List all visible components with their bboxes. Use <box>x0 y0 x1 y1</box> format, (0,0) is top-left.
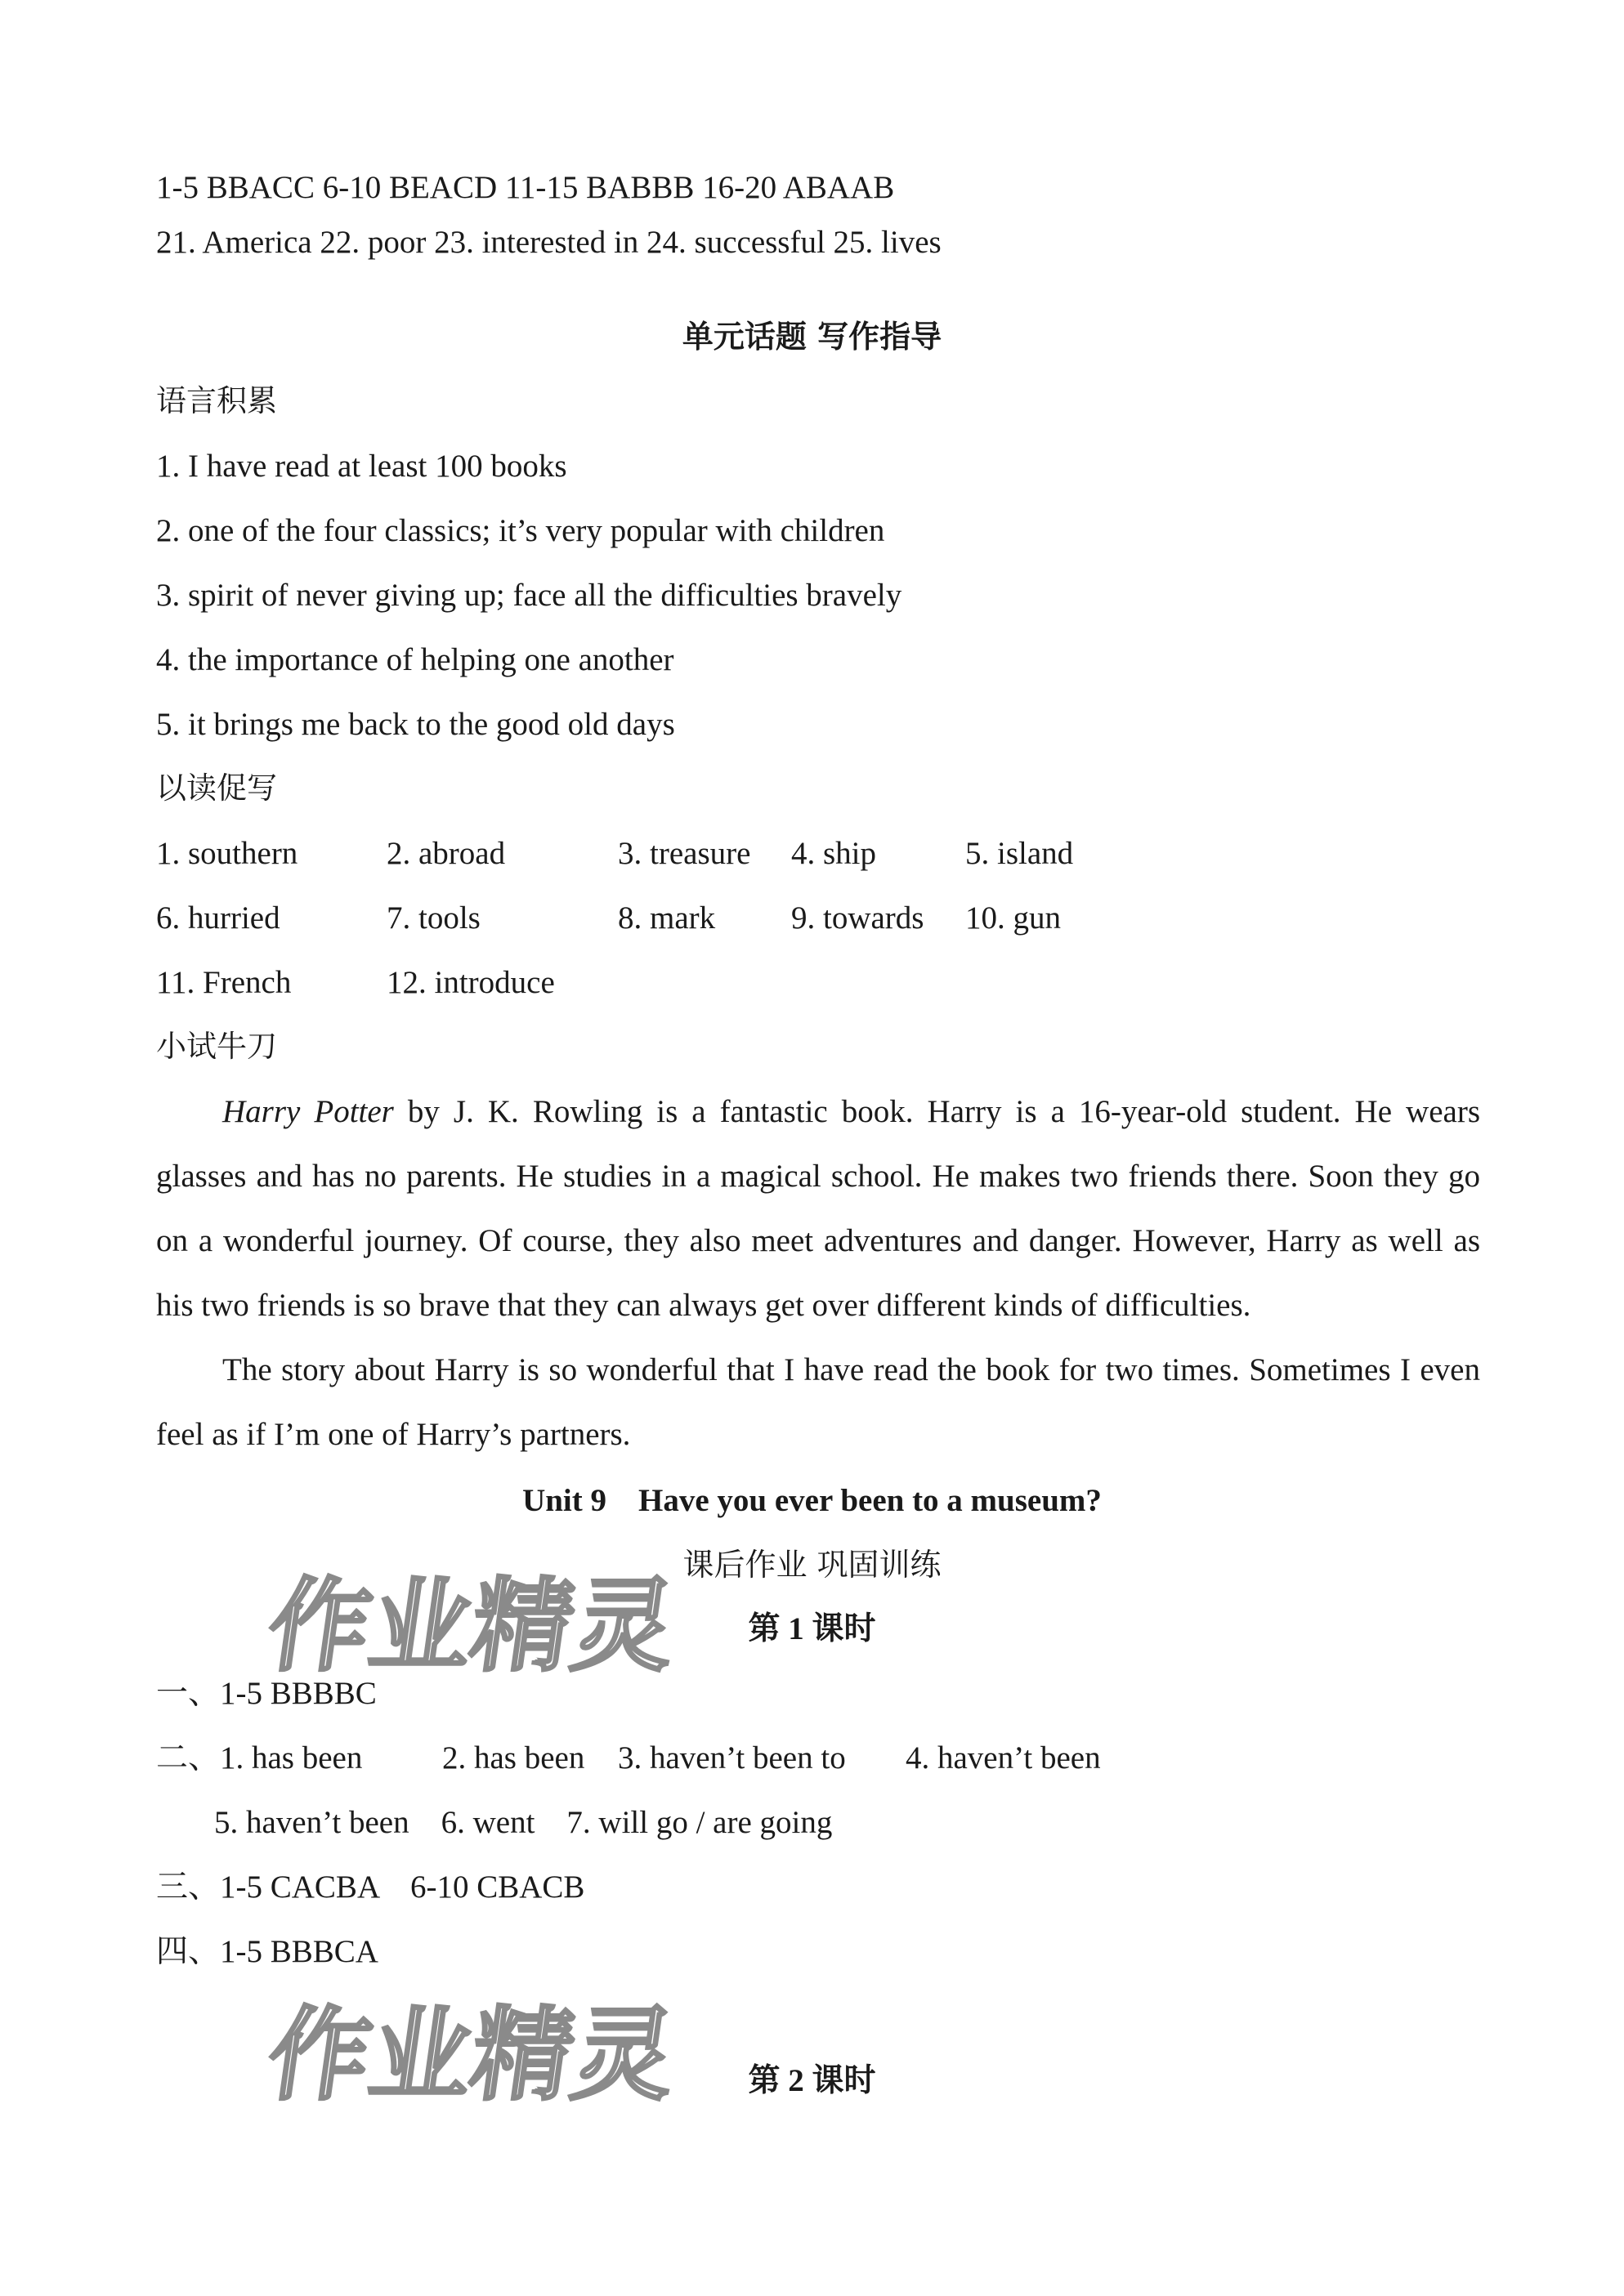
watermark-logo <box>253 1994 711 2116</box>
word-cell: 4. ship <box>791 836 877 871</box>
section-title-unit-topic: 单元话题 写作指导 <box>682 319 942 355</box>
essay-book-title: Harry Potter <box>222 1094 394 1129</box>
essay-paragraph-2: The story about Harry is so wonderful that I have read the book for two times. Sometimes I even feel as if I’m one of Harry’s partners. <box>156 1352 1480 1452</box>
answer-q4: 四、1-5 BBBCA <box>156 1934 378 1969</box>
watermark-text: 作业精灵 <box>261 1996 683 2115</box>
answer-q2-item: 3. haven’t been to <box>618 1740 846 1776</box>
word-cell: 8. mark <box>618 900 716 936</box>
reading-label: 以读促写 <box>156 771 277 806</box>
word-cell: 7. tools <box>387 900 481 936</box>
word-cell: 10. gun <box>965 900 1061 936</box>
answer-q2-label: 二、1. has been <box>156 1740 363 1776</box>
answers-line-2: 21. America 22. poor 23. interested in 24. successful 25. lives <box>156 225 942 260</box>
practice-label: 小试牛刀 <box>156 1029 277 1064</box>
word-cell: 3. treasure <box>618 836 751 871</box>
word-cell: 9. towards <box>791 900 924 936</box>
language-label: 语言积累 <box>156 383 277 418</box>
watermark-text: 作业精灵 <box>261 1567 683 1686</box>
unit-subtitle: 课后作业 巩固训练 <box>682 1547 942 1583</box>
language-item: 1. I have read at least 100 books <box>156 449 567 484</box>
answer-q2-line-2: 5. haven’t been 6. went 7. will go / are going <box>214 1805 833 1840</box>
word-cell: 11. French <box>156 965 292 1000</box>
word-cell: 2. abroad <box>387 836 506 871</box>
language-item: 2. one of the four classics; it’s very popular with children <box>156 513 885 548</box>
answer-q1: 一、1-5 BBBBC <box>156 1676 377 1711</box>
lesson-2-heading: 第 2 课时 <box>748 2063 876 2098</box>
answer-q3: 三、1-5 CACBA 6-10 CBACB <box>156 1869 585 1905</box>
word-cell: 1. southern <box>156 836 298 871</box>
language-item: 5. it brings me back to the good old days <box>156 707 675 742</box>
answer-q2-item: 4. haven’t been <box>906 1740 1101 1776</box>
word-cell: 5. island <box>965 836 1074 871</box>
word-cell: 12. introduce <box>387 965 555 1000</box>
watermark-logo <box>253 1565 711 1687</box>
language-item: 3. spirit of never giving up; face all the difficulties bravely <box>156 578 902 613</box>
essay-paragraph-1-text: by J. K. Rowling is a fantastic book. Harry is a 16-year-old student. He wears glasses and has no parents. He studies in a magical school. He makes two friends there. Soon they go on a wonderful journey. Of course, they also meet adventures and danger. However, Harry as well as his two friends is so brave that they can always get over different kinds of difficulties. <box>156 1094 1481 1323</box>
unit-title: Unit 9 Have you ever been to a museum? <box>522 1483 1102 1518</box>
answer-q2-item: 2. has been <box>442 1740 585 1776</box>
lesson-1-heading: 第 1 课时 <box>748 1611 876 1646</box>
language-item: 4. the importance of helping one another <box>156 642 674 677</box>
word-cell: 6. hurried <box>156 900 280 936</box>
essay-paragraph-1 <box>156 1079 1480 1338</box>
answers-line-1: 1-5 BBACC 6-10 BEACD 11-15 BABBB 16-20 ABAAB <box>156 170 895 205</box>
